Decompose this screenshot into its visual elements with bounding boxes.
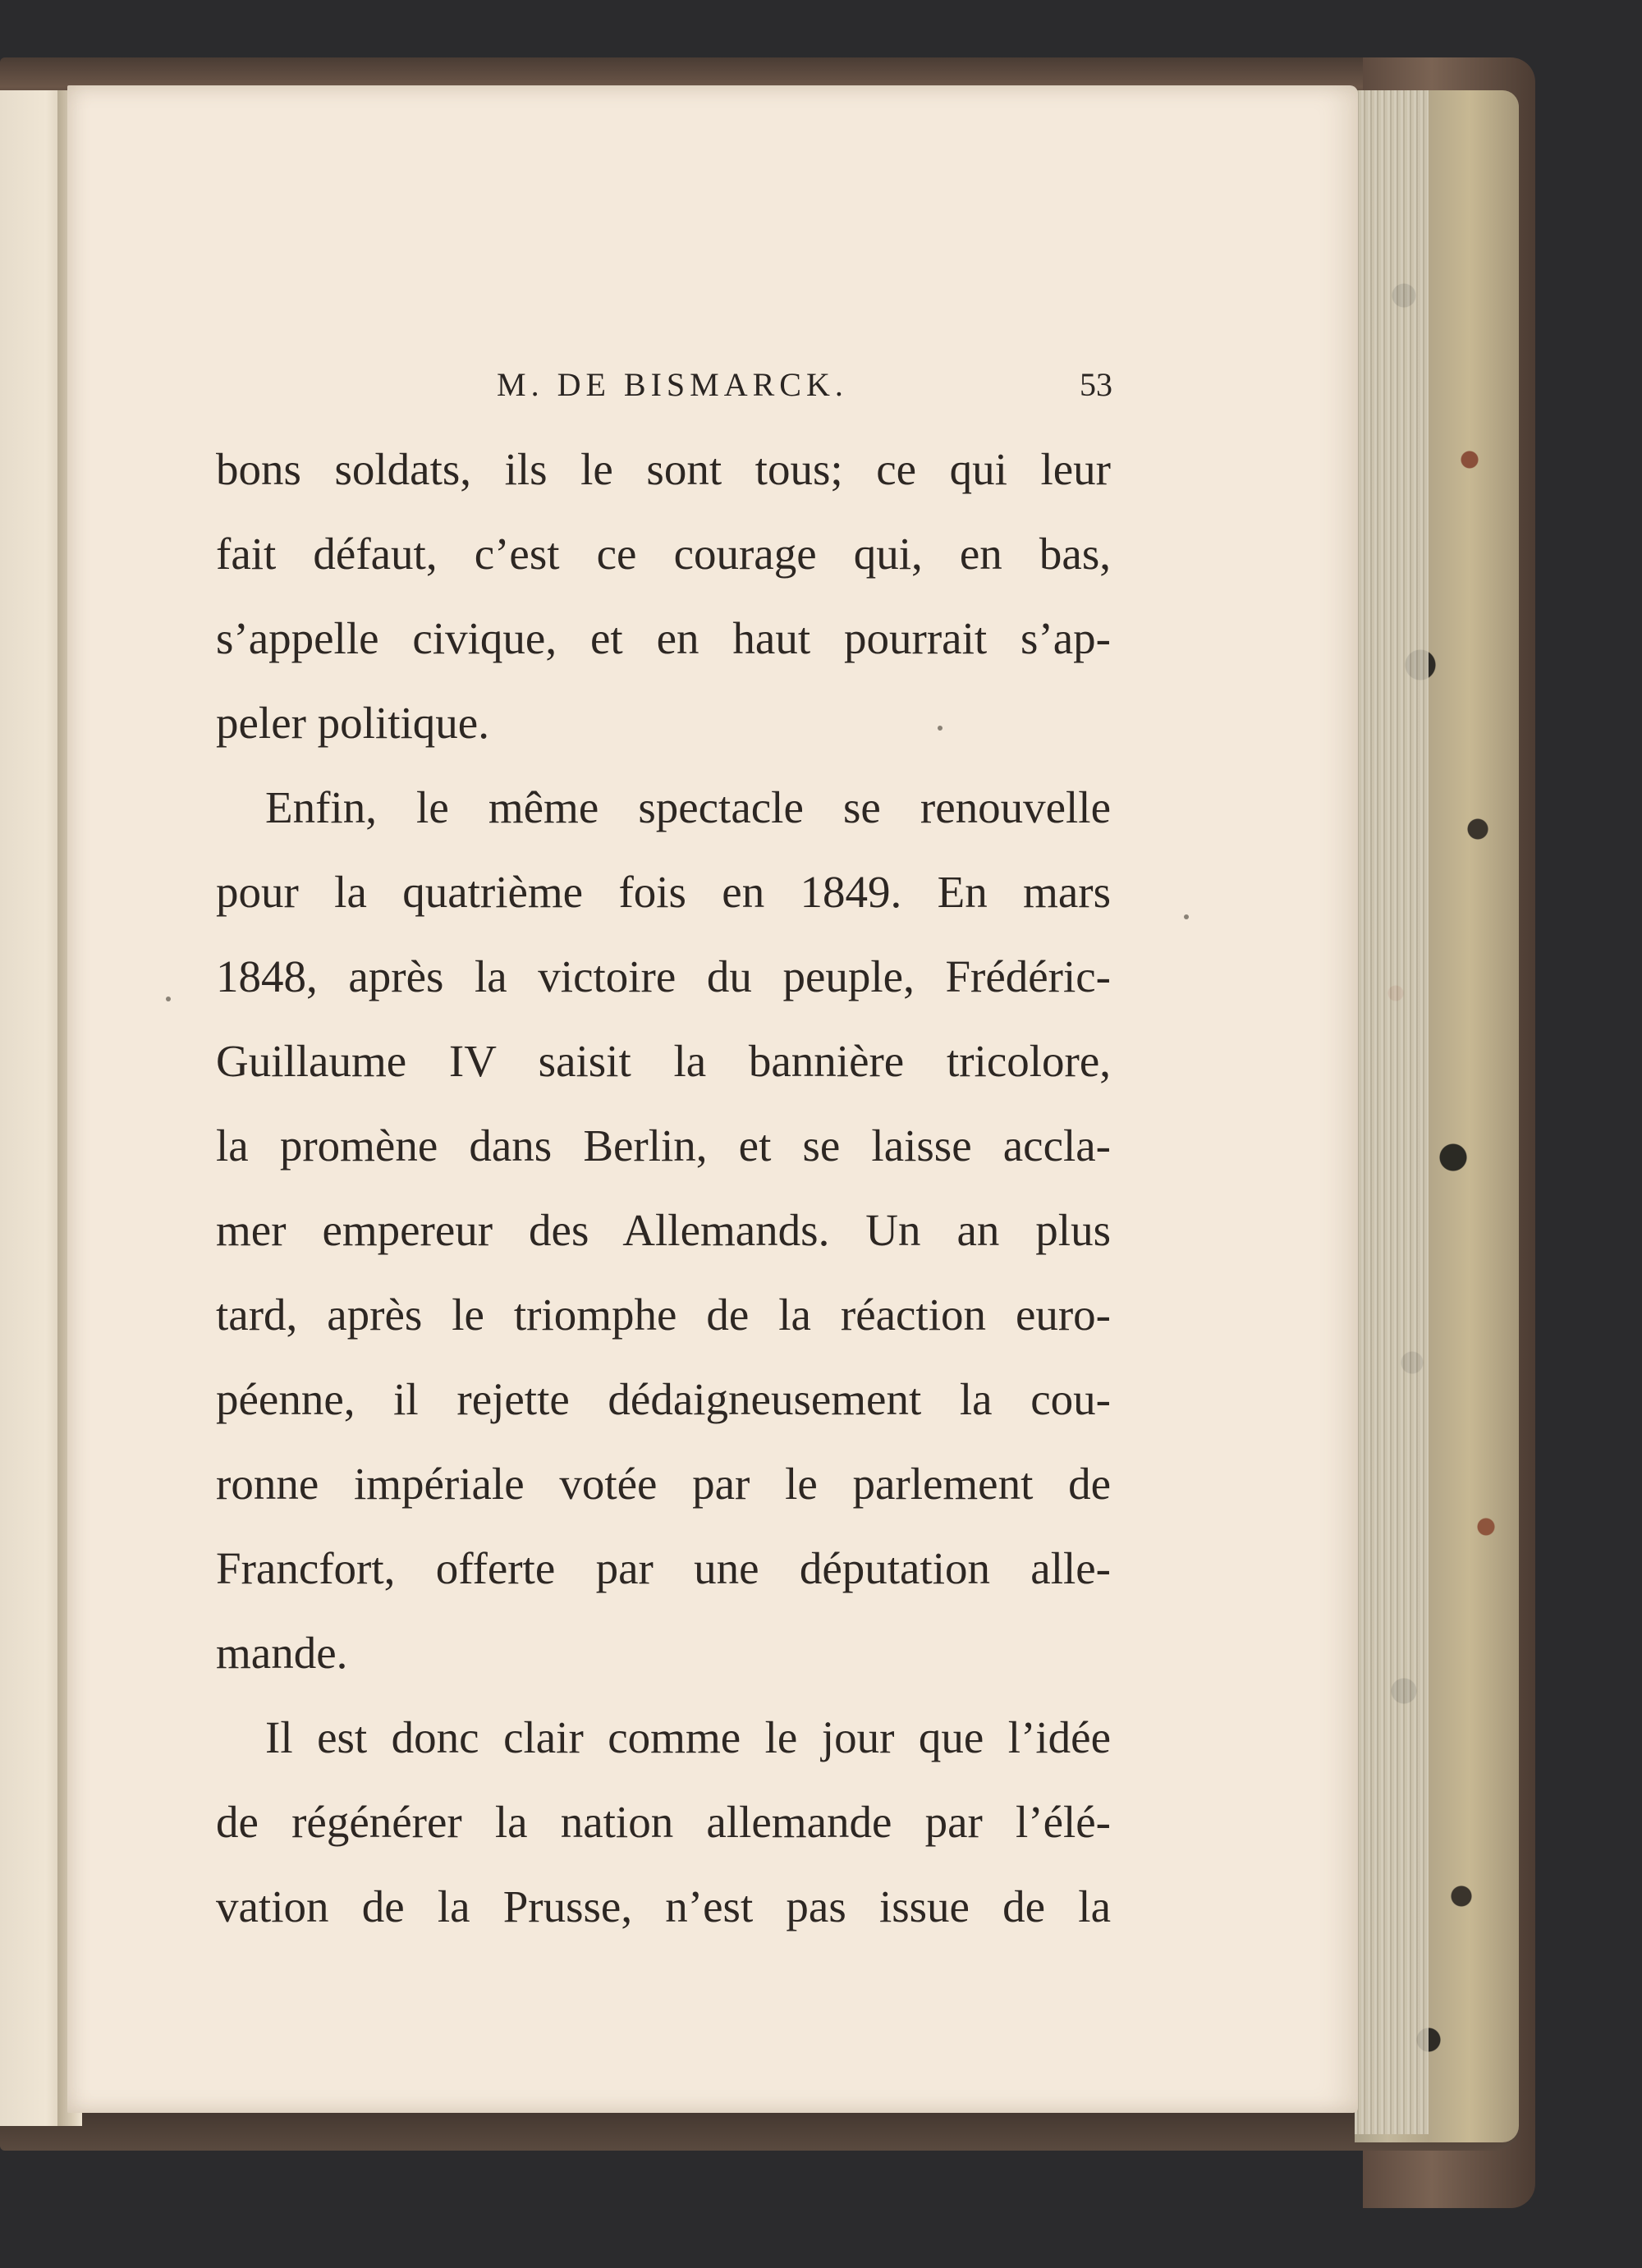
text-line: mer empereur des Allemands. Un an plus — [216, 1205, 1111, 1255]
text-line: péenne, il rejette dédaigneusement la cou- — [216, 1374, 1111, 1424]
running-title: M. DE BISMARCK. — [497, 366, 848, 403]
text-line: mande. — [216, 1628, 348, 1678]
text-line: tard, après le triomphe de la réaction euro- — [216, 1290, 1111, 1340]
text-line: pour la quatrième fois en 1849. En mars — [216, 867, 1111, 917]
left-page-edge — [0, 90, 66, 2126]
text-line: 1848, après la victoire du peuple, Frédéric- — [216, 951, 1111, 1001]
paper-speck — [166, 997, 171, 1001]
page-header — [226, 365, 1112, 415]
text-line: Francfort, offerte par une députation alle- — [216, 1543, 1111, 1593]
text-line: la promène dans Berlin, et se laisse accla- — [216, 1120, 1111, 1171]
text-line: fait défaut, c’est ce courage qui, en bas, — [216, 529, 1111, 579]
text-line: s’appelle civique, et en haut pourrait s’ap- — [216, 613, 1111, 663]
text-line: de régénérer la nation allemande par l’élé- — [216, 1797, 1111, 1847]
page-number: 53 — [1080, 366, 1112, 403]
text-line: bons soldats, ils le sont tous; ce qui leur — [216, 444, 1111, 494]
text-line: ronne impériale votée par le parlement de — [216, 1459, 1111, 1509]
text-line: Il est donc clair comme le jour que l’idée — [265, 1712, 1111, 1762]
text-line: vation de la Prusse, n’est pas issue de la — [216, 1881, 1111, 1931]
text-line: Enfin, le même spectacle se renouvelle — [265, 782, 1111, 832]
text-line: Guillaume IV saisit la bannière tricolore, — [216, 1036, 1111, 1086]
text-line: peler politique. — [216, 698, 489, 748]
paper-speck — [1184, 914, 1189, 919]
page-edge-strip — [1355, 90, 1429, 2134]
body-text — [216, 427, 1111, 1949]
